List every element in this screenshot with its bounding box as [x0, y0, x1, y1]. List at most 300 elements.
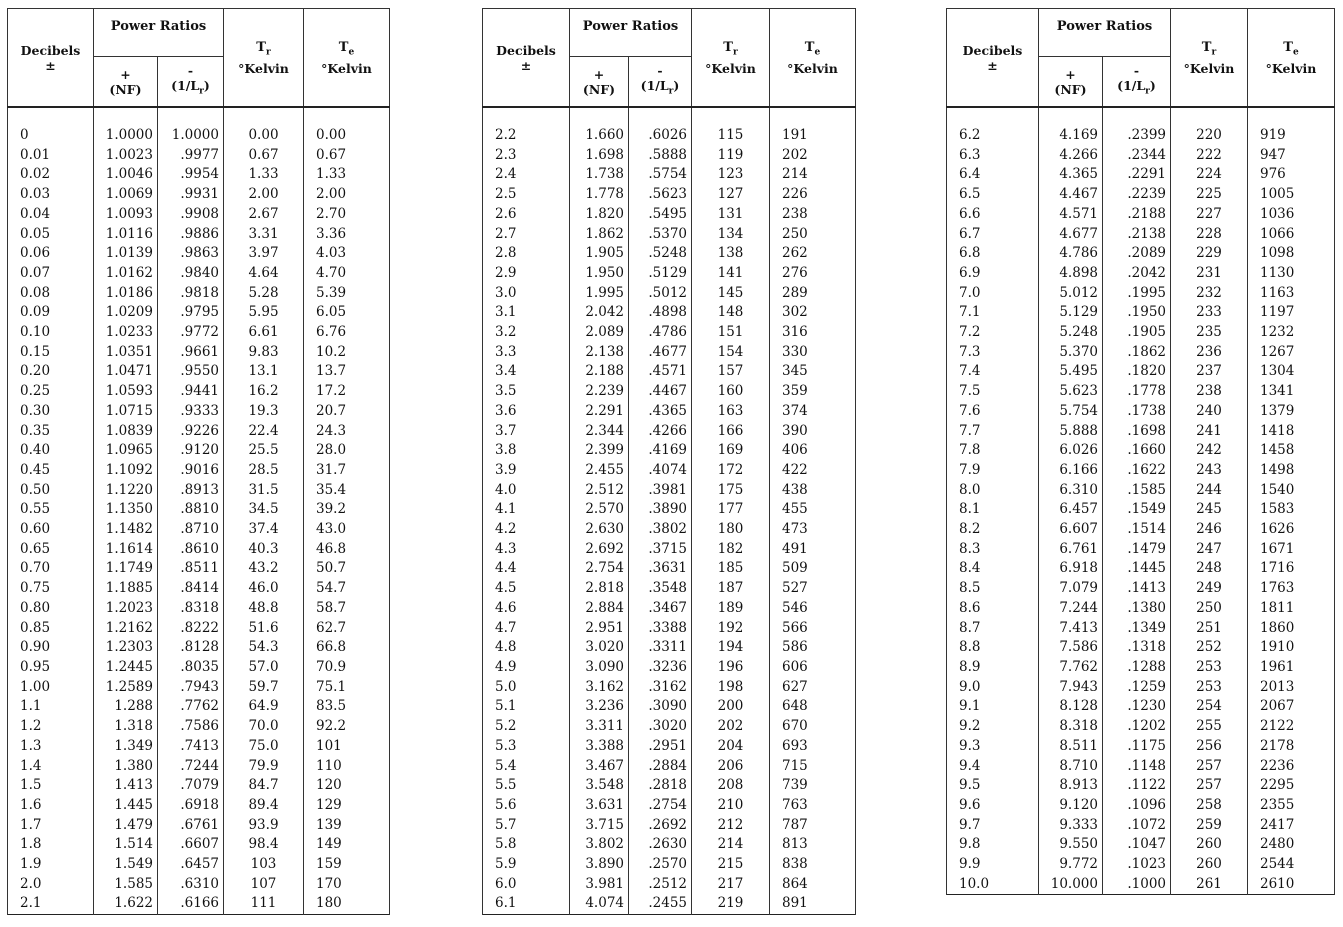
- table-row: [947, 717, 1335, 737]
- decibels-cell: 9.0: [947, 678, 1039, 698]
- nf-cell: 1.1749: [94, 559, 158, 579]
- tr-cell: 163: [692, 402, 770, 422]
- te-cell: 159: [304, 855, 390, 875]
- te-cell: 316: [770, 323, 856, 343]
- tr-symbol: T: [723, 40, 733, 56]
- tr-cell: 115: [692, 126, 770, 146]
- tr-cell: 228: [1171, 225, 1248, 245]
- tr-cell: 51.6: [224, 619, 304, 639]
- tr-cell: 31.5: [224, 481, 304, 501]
- table-row: [8, 402, 390, 422]
- te-cell: 787: [770, 816, 856, 836]
- te-cell: 1583: [1248, 500, 1335, 520]
- decibels-cell: 5.9: [483, 855, 570, 875]
- decibels-cell: 9.9: [947, 855, 1039, 875]
- inverse-loss-cell: .5888: [629, 146, 692, 166]
- te-cell: 129: [304, 796, 390, 816]
- inverse-loss-cell: .1698: [1103, 422, 1171, 442]
- table-row: [483, 619, 856, 639]
- nf-cell: 2.512: [570, 481, 629, 501]
- tr-cell: 224: [1171, 165, 1248, 185]
- tr-cell: 222: [1171, 146, 1248, 166]
- nf-cell: 2.818: [570, 579, 629, 599]
- decibels-cell: 3.3: [483, 343, 570, 363]
- tr-cell: 235: [1171, 323, 1248, 343]
- nf-cell: 2.399: [570, 441, 629, 461]
- tr-cell: 5.95: [224, 303, 304, 323]
- decibels-plusminus: ±: [45, 57, 56, 73]
- table-row: [483, 855, 856, 875]
- table-row: [947, 559, 1335, 579]
- te-cell: 4.70: [304, 264, 390, 284]
- te-cell: 50.7: [304, 559, 390, 579]
- table-row: [947, 402, 1335, 422]
- tr-header: [1171, 9, 1248, 108]
- power-ratios-header: [570, 9, 692, 57]
- tr-cell: 260: [1171, 835, 1248, 855]
- decibels-cell: 3.5: [483, 382, 570, 402]
- nf-cell: 2.455: [570, 461, 629, 481]
- tr-cell: 220: [1171, 126, 1248, 146]
- tr-cell: 246: [1171, 520, 1248, 540]
- inverse-loss-subscript: r: [199, 86, 204, 97]
- table-row: [483, 717, 856, 737]
- nf-cell: 2.239: [570, 382, 629, 402]
- decibels-cell: 2.6: [483, 205, 570, 225]
- table-row: [8, 540, 390, 560]
- plus-sign: +: [1065, 66, 1076, 82]
- tr-cell: 157: [692, 362, 770, 382]
- decibels-cell: 5.0: [483, 678, 570, 698]
- te-cell: 648: [770, 697, 856, 717]
- te-cell: 139: [304, 816, 390, 836]
- nf-cell: 1.0116: [94, 225, 158, 245]
- nf-cell: 8.128: [1039, 697, 1103, 717]
- table-row: [8, 579, 390, 599]
- te-cell: 422: [770, 461, 856, 481]
- inverse-loss-cell: .2188: [1103, 205, 1171, 225]
- tr-cell: 236: [1171, 343, 1248, 363]
- nf-cell: 3.890: [570, 855, 629, 875]
- nf-cell: 5.129: [1039, 303, 1103, 323]
- nf-cell: 1.622: [94, 894, 158, 914]
- tr-cell: 227: [1171, 205, 1248, 225]
- te-cell: 5.39: [304, 284, 390, 304]
- decibels-cell: 6.2: [947, 126, 1039, 146]
- nf-cell: 9.120: [1039, 796, 1103, 816]
- inverse-loss-cell: .1380: [1103, 599, 1171, 619]
- inverse-loss-subheader: [629, 57, 692, 108]
- inverse-loss-cell: .9120: [158, 441, 224, 461]
- tr-cell: 3.97: [224, 244, 304, 264]
- te-cell: 120: [304, 776, 390, 796]
- nf-cell: 3.090: [570, 658, 629, 678]
- decibels-cell: 0.35: [8, 422, 94, 442]
- decibels-cell: 0.25: [8, 382, 94, 402]
- table-row: [483, 500, 856, 520]
- te-cell: 1458: [1248, 441, 1335, 461]
- inverse-loss-cell: .1349: [1103, 619, 1171, 639]
- table-row: [8, 816, 390, 836]
- te-cell: 101: [304, 737, 390, 757]
- decibels-cell: 1.7: [8, 816, 94, 836]
- table-row: [483, 579, 856, 599]
- inverse-loss-cell: .1230: [1103, 697, 1171, 717]
- te-cell: 1232: [1248, 323, 1335, 343]
- table-row: [947, 323, 1335, 343]
- decibels-cell: 2.8: [483, 244, 570, 264]
- table-row: [483, 205, 856, 225]
- decibels-cell: 7.4: [947, 362, 1039, 382]
- nf-cell: 1.660: [570, 126, 629, 146]
- inverse-loss-cell: .9016: [158, 461, 224, 481]
- tr-cell: 40.3: [224, 540, 304, 560]
- inverse-loss-cell: .8913: [158, 481, 224, 501]
- decibels-cell: 9.6: [947, 796, 1039, 816]
- table-row: [483, 343, 856, 363]
- inverse-loss-cell: .4169: [629, 441, 692, 461]
- table-row: [8, 165, 390, 185]
- nf-cell: 1.2303: [94, 638, 158, 658]
- nf-cell: 1.288: [94, 697, 158, 717]
- nf-subheader: [570, 57, 629, 108]
- tr-cell: 252: [1171, 638, 1248, 658]
- nf-cell: 1.445: [94, 796, 158, 816]
- table-row: [483, 796, 856, 816]
- te-cell: 262: [770, 244, 856, 264]
- tr-cell: 229: [1171, 244, 1248, 264]
- tr-cell: 245: [1171, 500, 1248, 520]
- table-row: [8, 757, 390, 777]
- tr-cell: 198: [692, 678, 770, 698]
- te-cell: 250: [770, 225, 856, 245]
- tr-cell: 242: [1171, 441, 1248, 461]
- inverse-loss-cell: .9931: [158, 185, 224, 205]
- nf-cell: 1.0593: [94, 382, 158, 402]
- nf-cell: 1.549: [94, 855, 158, 875]
- table-row: [947, 382, 1335, 402]
- te-cell: 359: [770, 382, 856, 402]
- decibels-cell: 1.9: [8, 855, 94, 875]
- inverse-loss-close: ): [673, 78, 680, 94]
- decibels-cell: 2.1: [8, 894, 94, 914]
- decibels-cell: 0.50: [8, 481, 94, 501]
- inverse-loss-cell: .1950: [1103, 303, 1171, 323]
- decibels-cell: 4.6: [483, 599, 570, 619]
- decibels-cell: 6.1: [483, 894, 570, 914]
- table-row: [947, 264, 1335, 284]
- decibels-cell: 9.2: [947, 717, 1039, 737]
- inverse-loss-cell: .4467: [629, 382, 692, 402]
- nf-cell: 9.550: [1039, 835, 1103, 855]
- nf-cell: 6.607: [1039, 520, 1103, 540]
- te-cell: 2417: [1248, 816, 1335, 836]
- tr-cell: 182: [692, 540, 770, 560]
- inverse-loss-cell: .8222: [158, 619, 224, 639]
- tr-cell: 215: [692, 855, 770, 875]
- tr-cell: 84.7: [224, 776, 304, 796]
- inverse-loss-cell: .7244: [158, 757, 224, 777]
- table-row: [947, 638, 1335, 658]
- tr-cell: 210: [692, 796, 770, 816]
- tr-cell: 123: [692, 165, 770, 185]
- tr-cell: 154: [692, 343, 770, 363]
- inverse-loss-cell: .1905: [1103, 323, 1171, 343]
- inverse-loss-cell: .3020: [629, 717, 692, 737]
- te-cell: 1671: [1248, 540, 1335, 560]
- nf-cell: 2.692: [570, 540, 629, 560]
- inverse-loss-cell: .2042: [1103, 264, 1171, 284]
- tr-subscript: r: [265, 47, 271, 58]
- inverse-loss-cell: .9441: [158, 382, 224, 402]
- table-row: [947, 796, 1335, 816]
- decibels-cell: 4.1: [483, 500, 570, 520]
- tr-cell: 1.33: [224, 165, 304, 185]
- nf-cell: 3.311: [570, 717, 629, 737]
- table-row: [8, 284, 390, 304]
- inverse-loss-cell: .8610: [158, 540, 224, 560]
- te-cell: 1005: [1248, 185, 1335, 205]
- te-cell: 3.36: [304, 225, 390, 245]
- te-cell: 1498: [1248, 461, 1335, 481]
- inverse-loss-cell: .7413: [158, 737, 224, 757]
- inverse-loss-cell: .7586: [158, 717, 224, 737]
- decibels-cell: 7.6: [947, 402, 1039, 422]
- table-row: [483, 816, 856, 836]
- decibels-cell: 5.5: [483, 776, 570, 796]
- decibels-cell: 4.8: [483, 638, 570, 658]
- tr-subscript: r: [732, 47, 738, 58]
- tr-cell: 64.9: [224, 697, 304, 717]
- nf-cell: 3.020: [570, 638, 629, 658]
- table-row: [8, 737, 390, 757]
- te-cell: 1267: [1248, 343, 1335, 363]
- nf-cell: 2.089: [570, 323, 629, 343]
- inverse-loss-cell: .1585: [1103, 481, 1171, 501]
- table-row: [483, 737, 856, 757]
- tr-cell: 204: [692, 737, 770, 757]
- te-cell: 509: [770, 559, 856, 579]
- table-row: [947, 875, 1335, 895]
- nf-cell: 6.918: [1039, 559, 1103, 579]
- db-table-2: [482, 8, 856, 915]
- power-ratios-header: [94, 9, 224, 57]
- power-ratios-label: Power Ratios: [1056, 19, 1153, 34]
- table-row: [483, 481, 856, 501]
- tr-cell: 9.83: [224, 343, 304, 363]
- nf-cell: 4.571: [1039, 205, 1103, 225]
- inverse-loss-cell: .3467: [629, 599, 692, 619]
- tr-cell: 37.4: [224, 520, 304, 540]
- table-row: [947, 441, 1335, 461]
- inverse-loss-subheader: [1103, 57, 1171, 108]
- tr-cell: 259: [1171, 816, 1248, 836]
- inverse-loss-cell: .3802: [629, 520, 692, 540]
- nf-cell: 1.413: [94, 776, 158, 796]
- nf-cell: 1.0715: [94, 402, 158, 422]
- tr-kelvin-label: °Kelvin: [238, 60, 289, 76]
- inverse-loss-cell: .1000: [1103, 875, 1171, 895]
- te-cell: 191: [770, 126, 856, 146]
- tr-cell: 4.64: [224, 264, 304, 284]
- te-header: [1248, 9, 1335, 108]
- decibels-cell: 6.7: [947, 225, 1039, 245]
- nf-cell: 8.913: [1039, 776, 1103, 796]
- table-row: [8, 362, 390, 382]
- tr-cell: 75.0: [224, 737, 304, 757]
- tr-cell: 0.00: [224, 126, 304, 146]
- te-cell: 10.2: [304, 343, 390, 363]
- te-cell: 202: [770, 146, 856, 166]
- tr-cell: 189: [692, 599, 770, 619]
- inverse-loss-cell: .8810: [158, 500, 224, 520]
- decibels-cell: 7.5: [947, 382, 1039, 402]
- inverse-loss-cell: .2951: [629, 737, 692, 757]
- decibels-cell: 0.15: [8, 343, 94, 363]
- tr-cell: 0.67: [224, 146, 304, 166]
- tr-cell: 134: [692, 225, 770, 245]
- inverse-loss-cell: .1995: [1103, 284, 1171, 304]
- te-cell: 180: [304, 894, 390, 914]
- tr-cell: 166: [692, 422, 770, 442]
- tr-cell: 5.28: [224, 284, 304, 304]
- nf-cell: 1.2589: [94, 678, 158, 698]
- inverse-loss-cell: .8511: [158, 559, 224, 579]
- inverse-loss-cell: .4786: [629, 323, 692, 343]
- nf-cell: 1.0471: [94, 362, 158, 382]
- te-cell: 527: [770, 579, 856, 599]
- nf-cell: 5.370: [1039, 343, 1103, 363]
- decibels-cell: 9.3: [947, 737, 1039, 757]
- table-row: [483, 875, 856, 895]
- nf-cell: 4.074: [570, 894, 629, 914]
- inverse-loss-cell: .9954: [158, 165, 224, 185]
- table-row: [483, 284, 856, 304]
- te-cell: 1163: [1248, 284, 1335, 304]
- table-row: [947, 816, 1335, 836]
- inverse-loss-close: ): [1149, 78, 1156, 94]
- decibels-cell: 0.07: [8, 264, 94, 284]
- table-row: [8, 678, 390, 698]
- tr-cell: 232: [1171, 284, 1248, 304]
- te-cell: 566: [770, 619, 856, 639]
- decibels-cell: 1.6: [8, 796, 94, 816]
- table-row: [483, 697, 856, 717]
- db-table-3: [946, 8, 1335, 895]
- decibels-cell: 0.30: [8, 402, 94, 422]
- tr-cell: 98.4: [224, 835, 304, 855]
- tr-cell: 237: [1171, 362, 1248, 382]
- te-cell: 1716: [1248, 559, 1335, 579]
- decibels-cell: 9.5: [947, 776, 1039, 796]
- table-row: [947, 776, 1335, 796]
- tr-cell: 16.2: [224, 382, 304, 402]
- table-row: [483, 422, 856, 442]
- nf-cell: 8.710: [1039, 757, 1103, 777]
- nf-cell: 1.479: [94, 816, 158, 836]
- tr-cell: 6.61: [224, 323, 304, 343]
- power-ratios-header: [1039, 9, 1171, 57]
- tr-cell: 258: [1171, 796, 1248, 816]
- decibels-cell: 4.5: [483, 579, 570, 599]
- decibels-cell: 4.0: [483, 481, 570, 501]
- decibels-cell: 0.60: [8, 520, 94, 540]
- nf-cell: 6.761: [1039, 540, 1103, 560]
- tr-cell: 187: [692, 579, 770, 599]
- tr-cell: 141: [692, 264, 770, 284]
- tr-cell: 243: [1171, 461, 1248, 481]
- table-row: [8, 441, 390, 461]
- inverse-loss-cell: .6457: [158, 855, 224, 875]
- inverse-loss-cell: .3548: [629, 579, 692, 599]
- decibels-cell: 7.3: [947, 343, 1039, 363]
- inverse-loss-cell: .4898: [629, 303, 692, 323]
- te-cell: 1910: [1248, 638, 1335, 658]
- nf-cell: 1.349: [94, 737, 158, 757]
- nf-label: (NF): [109, 81, 142, 97]
- table-row: [8, 599, 390, 619]
- tr-cell: 238: [1171, 382, 1248, 402]
- te-kelvin-label: °Kelvin: [1265, 60, 1317, 76]
- te-cell: 1066: [1248, 225, 1335, 245]
- tr-cell: 250: [1171, 599, 1248, 619]
- table-row: [947, 481, 1335, 501]
- inverse-loss-subscript: r: [668, 86, 674, 97]
- te-cell: 2122: [1248, 717, 1335, 737]
- te-cell: 491: [770, 540, 856, 560]
- te-cell: 546: [770, 599, 856, 619]
- nf-cell: 7.586: [1039, 638, 1103, 658]
- tr-cell: 28.5: [224, 461, 304, 481]
- table-row: [947, 303, 1335, 323]
- te-cell: 75.1: [304, 678, 390, 698]
- te-cell: 455: [770, 500, 856, 520]
- te-cell: 35.4: [304, 481, 390, 501]
- te-cell: 390: [770, 422, 856, 442]
- nf-cell: 1.0209: [94, 303, 158, 323]
- te-cell: 31.7: [304, 461, 390, 481]
- decibels-plusminus: ±: [520, 57, 532, 73]
- table-row: [8, 382, 390, 402]
- nf-cell: 4.365: [1039, 165, 1103, 185]
- tr-cell: 253: [1171, 658, 1248, 678]
- tr-cell: 225: [1171, 185, 1248, 205]
- tr-cell: 46.0: [224, 579, 304, 599]
- nf-cell: 1.0069: [94, 185, 158, 205]
- te-cell: 1763: [1248, 579, 1335, 599]
- inverse-loss-cell: .3311: [629, 638, 692, 658]
- nf-cell: 1.2023: [94, 599, 158, 619]
- te-cell: 2013: [1248, 678, 1335, 698]
- inverse-loss-cell: .9908: [158, 205, 224, 225]
- table-row: [483, 165, 856, 185]
- tr-subscript: r: [1211, 47, 1217, 58]
- te-subscript: e: [348, 47, 355, 58]
- table-row: [8, 225, 390, 245]
- table-row: [483, 264, 856, 284]
- decibels-cell: 7.2: [947, 323, 1039, 343]
- tr-cell: 256: [1171, 737, 1248, 757]
- nf-cell: 5.495: [1039, 362, 1103, 382]
- tr-cell: 48.8: [224, 599, 304, 619]
- table-row: [947, 205, 1335, 225]
- decibels-cell: 8.6: [947, 599, 1039, 619]
- te-cell: 763: [770, 796, 856, 816]
- table-row: [483, 303, 856, 323]
- decibels-cell: 4.4: [483, 559, 570, 579]
- nf-cell: 2.291: [570, 402, 629, 422]
- decibels-cell: 0.65: [8, 540, 94, 560]
